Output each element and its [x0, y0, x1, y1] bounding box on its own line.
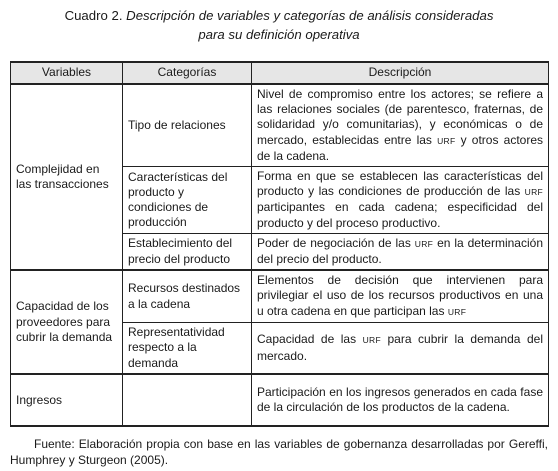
- description-cell: [252, 167, 549, 234]
- category-cell: Recursos destinados a la cadena: [123, 270, 252, 322]
- table-row: [11, 84, 549, 167]
- caption-title-1: Descripción de variables y categorías de análisis consideradas: [126, 8, 494, 23]
- description-text: participantes en cada cadena; especificidad del producto y del proceso productivo.: [257, 200, 543, 230]
- description-text: Participación en los ingresos generados en cada fase de la circulación de los productos de la cadena.: [257, 385, 543, 415]
- description-cell: [252, 270, 549, 322]
- description-text: Nivel de compromiso entre los actores; se refiere a las relaciones sociales (de parentesco, fraternas, de solidaridad y/o comunitarias), y económicas o de mercado, establecidas entre las: [257, 87, 543, 147]
- category-cell: Características del producto y condiciones de producción: [123, 167, 252, 234]
- header-descripcion: Descripción: [252, 62, 549, 84]
- urf-abbr: URF: [447, 306, 467, 317]
- description-text: y otros actores de la cadena.: [257, 132, 543, 163]
- table-caption: [0, 6, 558, 44]
- description-text: Elementos de decisión que intervienen para privilegiar el uso de los recursos productivos en una u otra cadena en que participan las: [257, 273, 543, 318]
- description-text: en la determinación del precio del producto.: [257, 235, 543, 267]
- variable-ingresos: Ingresos: [11, 374, 123, 426]
- category-cell: Representatividad respecto a la demanda: [123, 322, 252, 374]
- table-row: [11, 374, 549, 426]
- description-cell: [252, 233, 549, 270]
- source-note: Fuente: Elaboración propia con base en las variables de gobernanza desarrolladas por Gereffi, Humphrey y Sturgeon (2005).: [10, 437, 548, 467]
- category-cell: [123, 374, 252, 426]
- header-variables: Variables: [11, 62, 123, 84]
- caption-prefix: Cuadro 2.: [64, 8, 123, 23]
- caption-title-2: para su definición operativa: [198, 27, 360, 42]
- description-text: para cubrir la demanda del mercado.: [257, 332, 543, 363]
- variable-capacidad: Capacidad de los proveedores para cubrir la demanda: [11, 270, 123, 374]
- header-categorias: Categorías: [123, 62, 252, 84]
- urf-abbr: URF: [362, 335, 381, 346]
- category-cell: Establecimiento del precio del producto: [123, 233, 252, 270]
- category-cell: Tipo de relaciones: [123, 84, 252, 167]
- variables-table: [10, 61, 549, 427]
- description-cell: [252, 322, 549, 374]
- description-text: Capacidad de las: [257, 332, 363, 347]
- description-text: Forma en que se establecen las características del producto y las condiciones de producción de las: [257, 169, 543, 199]
- table-row: [11, 270, 549, 322]
- caption-line-1: [0, 6, 558, 25]
- description-cell: [252, 374, 549, 426]
- description-text: Poder de negociación de las: [257, 235, 415, 250]
- variable-complejidad: Complejidad en las transacciones: [11, 84, 123, 270]
- urf-abbr: URF: [437, 135, 456, 146]
- urf-abbr: URF: [524, 187, 543, 198]
- urf-abbr: URF: [414, 238, 434, 249]
- table-header-row: [11, 62, 549, 84]
- description-cell: [252, 84, 549, 167]
